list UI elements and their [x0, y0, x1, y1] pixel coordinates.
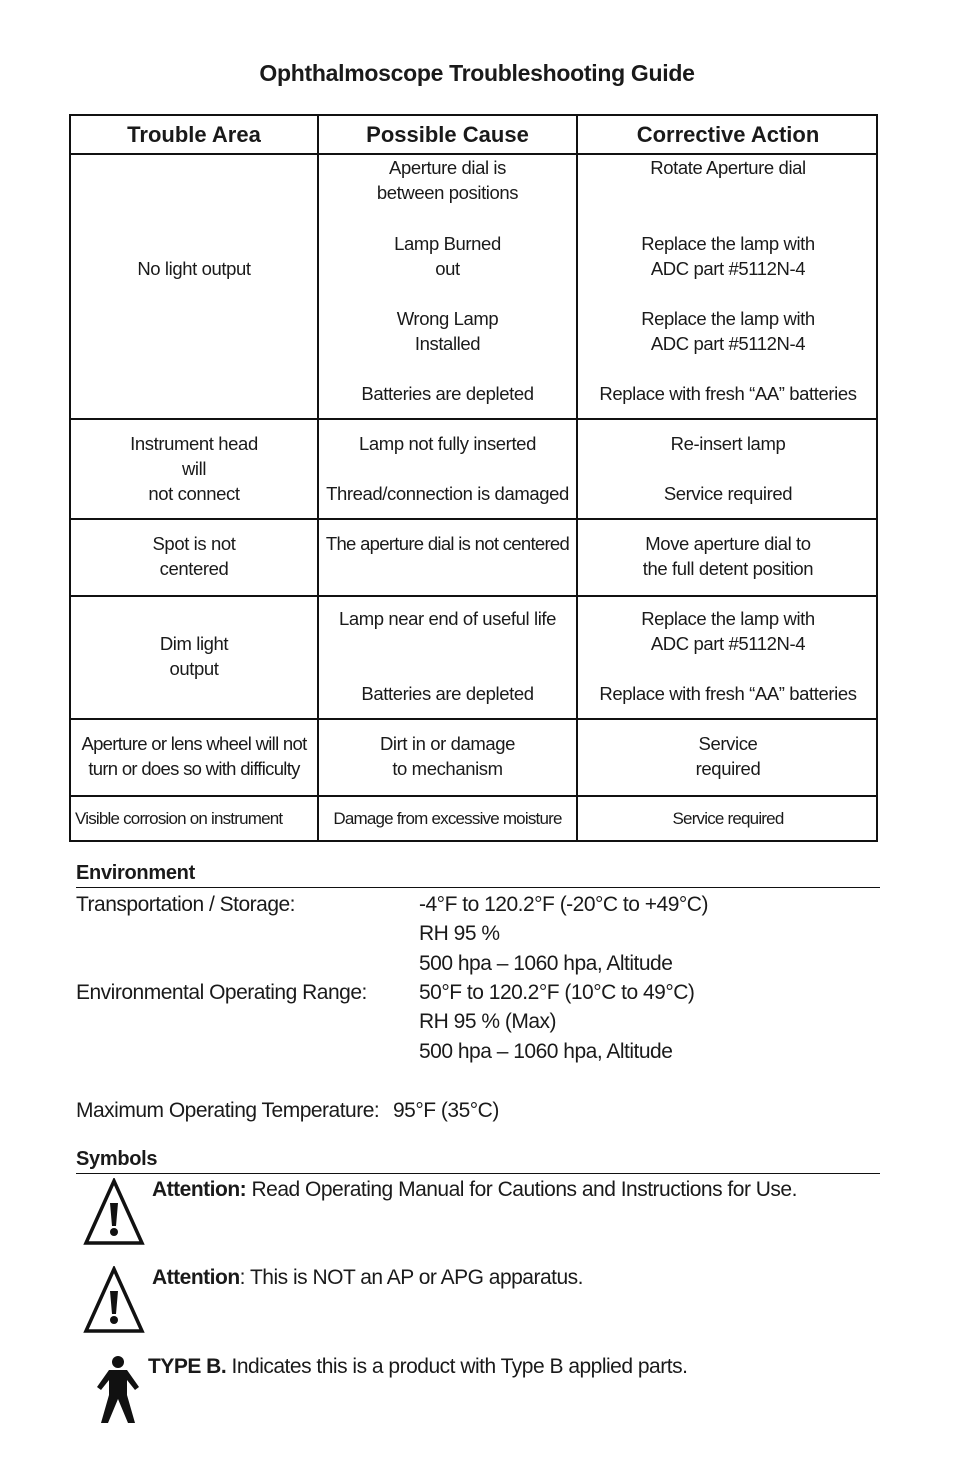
- trouble-area-cell: [71, 731, 317, 781]
- cell-line: Instrument head: [130, 433, 258, 454]
- cell-line: Replace the lamp with: [641, 608, 815, 629]
- operating-label: Environmental Operating Range:: [76, 981, 367, 1004]
- section-rule: [76, 887, 880, 888]
- row-divider: [71, 518, 876, 520]
- type-b-person-icon: [95, 1355, 141, 1425]
- cell-line: Aperture dial is: [389, 157, 506, 178]
- cause-cell: [319, 806, 576, 831]
- cause-cell: [319, 306, 576, 356]
- action-cell: [578, 731, 878, 781]
- trouble-area-cell: [71, 531, 317, 581]
- cell-line: out: [435, 258, 460, 279]
- cell-line: Visible corrosion on instrument: [75, 809, 283, 828]
- cause-cell: [319, 231, 576, 281]
- cell-line: Service required: [663, 483, 793, 504]
- symbol-title: Attention:: [152, 1178, 247, 1201]
- cell-line: centered: [159, 558, 229, 579]
- max-temp-label: Maximum Operating Temperature:: [76, 1099, 380, 1122]
- cell-line: Damage from excessive moisture: [333, 809, 562, 828]
- cell-line: Batteries are depleted: [361, 683, 534, 704]
- cell-line: No light output: [137, 258, 251, 279]
- cause-cell: [319, 606, 576, 631]
- cell-line: Lamp Burned: [394, 233, 501, 254]
- symbol-title: TYPE B.: [148, 1355, 227, 1378]
- storage-temperature: -4°F to 120.2°F (-20°C to +49°C): [419, 893, 708, 916]
- cell-line: Spot is not: [152, 533, 236, 554]
- symbol-text: : This is NOT an AP or APG apparatus.: [239, 1266, 584, 1289]
- action-cell: [578, 431, 878, 456]
- row-divider: [71, 418, 876, 420]
- cell-line: Move aperture dial to: [645, 533, 811, 554]
- cause-cell: [319, 681, 576, 706]
- row-divider: [71, 795, 876, 797]
- operating-values: [419, 978, 694, 1066]
- page-title: Ophthalmoscope Troubleshooting Guide: [259, 60, 695, 86]
- symbol-description: [152, 1178, 797, 1202]
- attention-warning-icon: [83, 1266, 145, 1334]
- storage-values: [419, 890, 708, 978]
- cell-line: Service required: [672, 809, 784, 828]
- cell-line: ADC part #5112N-4: [650, 633, 806, 654]
- trouble-area-cell: [71, 256, 317, 281]
- symbol-text: Indicates this is a product with Type B applied parts.: [226, 1355, 688, 1378]
- cause-cell: [319, 381, 576, 406]
- trouble-area-cell: [75, 806, 317, 831]
- symbol-title: Attention: [152, 1266, 240, 1289]
- symbols-heading: Symbols: [76, 1148, 158, 1170]
- action-cell: [578, 531, 878, 581]
- action-cell: [578, 806, 878, 831]
- action-cell: [578, 481, 878, 506]
- environment-heading: Environment: [76, 862, 195, 884]
- header-trouble-area: Trouble Area: [127, 122, 261, 147]
- section-rule: [76, 1173, 880, 1174]
- action-cell: [578, 681, 878, 706]
- max-temp-value: 95°F (35°C): [393, 1099, 499, 1122]
- cell-line: The aperture dial is not centered: [325, 533, 570, 554]
- cell-line: turn or does so with difficulty: [88, 758, 300, 779]
- cause-cell: [319, 481, 576, 506]
- header-corrective-action: Corrective Action: [636, 122, 820, 147]
- cell-line: Service: [698, 733, 758, 754]
- row-divider: [71, 595, 876, 597]
- cell-line: Thread/connection is damaged: [326, 483, 569, 504]
- cell-line: Replace the lamp with: [641, 308, 815, 329]
- cell-line: Re-insert lamp: [670, 433, 786, 454]
- cell-line: to mechanism: [392, 758, 503, 779]
- action-cell: [578, 155, 878, 180]
- operating-altitude: 500 hpa – 1060 hpa, Altitude: [419, 1039, 673, 1063]
- cell-line: will: [181, 458, 207, 479]
- trouble-area-cell: [71, 631, 317, 681]
- cell-line: Rotate Aperture dial: [650, 157, 806, 178]
- cell-line: output: [169, 658, 219, 679]
- action-cell: [578, 231, 878, 281]
- cell-line: ADC part #5112N-4: [650, 333, 806, 354]
- action-cell: [578, 381, 878, 406]
- cell-line: Lamp near end of useful life: [338, 608, 557, 629]
- cell-line: Batteries are depleted: [361, 383, 534, 404]
- cell-line: Dirt in or damage: [379, 733, 516, 754]
- cell-line: Installed: [414, 333, 481, 354]
- trouble-area-cell: [71, 431, 317, 506]
- cause-cell: [319, 155, 576, 205]
- cause-cell: [319, 731, 576, 781]
- cell-line: Replace with fresh “AA” batteries: [599, 383, 857, 404]
- attention-warning-icon: [83, 1178, 145, 1246]
- cell-line: between positions: [376, 182, 519, 203]
- storage-humidity: RH 95 %: [419, 922, 500, 946]
- header-possible-cause: Possible Cause: [366, 122, 529, 147]
- cell-line: not connect: [148, 483, 240, 504]
- cell-line: Wrong Lamp: [396, 308, 499, 329]
- cell-line: ADC part #5112N-4: [650, 258, 806, 279]
- action-cell: [578, 306, 878, 356]
- storage-altitude: 500 hpa – 1060 hpa, Altitude: [419, 951, 673, 975]
- action-cell: [578, 606, 878, 656]
- cause-cell: [319, 531, 576, 556]
- troubleshooting-table: [69, 114, 878, 842]
- operating-temperature: 50°F to 120.2°F (10°C to 49°C): [419, 981, 695, 1004]
- cell-line: the full detent position: [642, 558, 814, 579]
- cell-line: Dim light: [159, 633, 229, 654]
- cell-line: Aperture or lens wheel will not: [81, 733, 307, 754]
- operating-humidity: RH 95 % (Max): [419, 1010, 557, 1034]
- cell-line: Replace the lamp with: [641, 233, 815, 254]
- cell-line: Lamp not fully inserted: [359, 433, 536, 454]
- row-divider: [71, 718, 876, 720]
- cause-cell: [319, 431, 576, 456]
- symbol-description: [148, 1355, 687, 1379]
- symbol-description: [152, 1266, 583, 1290]
- storage-label: Transportation / Storage:: [76, 893, 296, 916]
- symbol-text: Read Operating Manual for Cautions and Instructions for Use.: [246, 1178, 797, 1201]
- cell-line: Replace with fresh “AA” batteries: [599, 683, 857, 704]
- cell-line: required: [695, 758, 761, 779]
